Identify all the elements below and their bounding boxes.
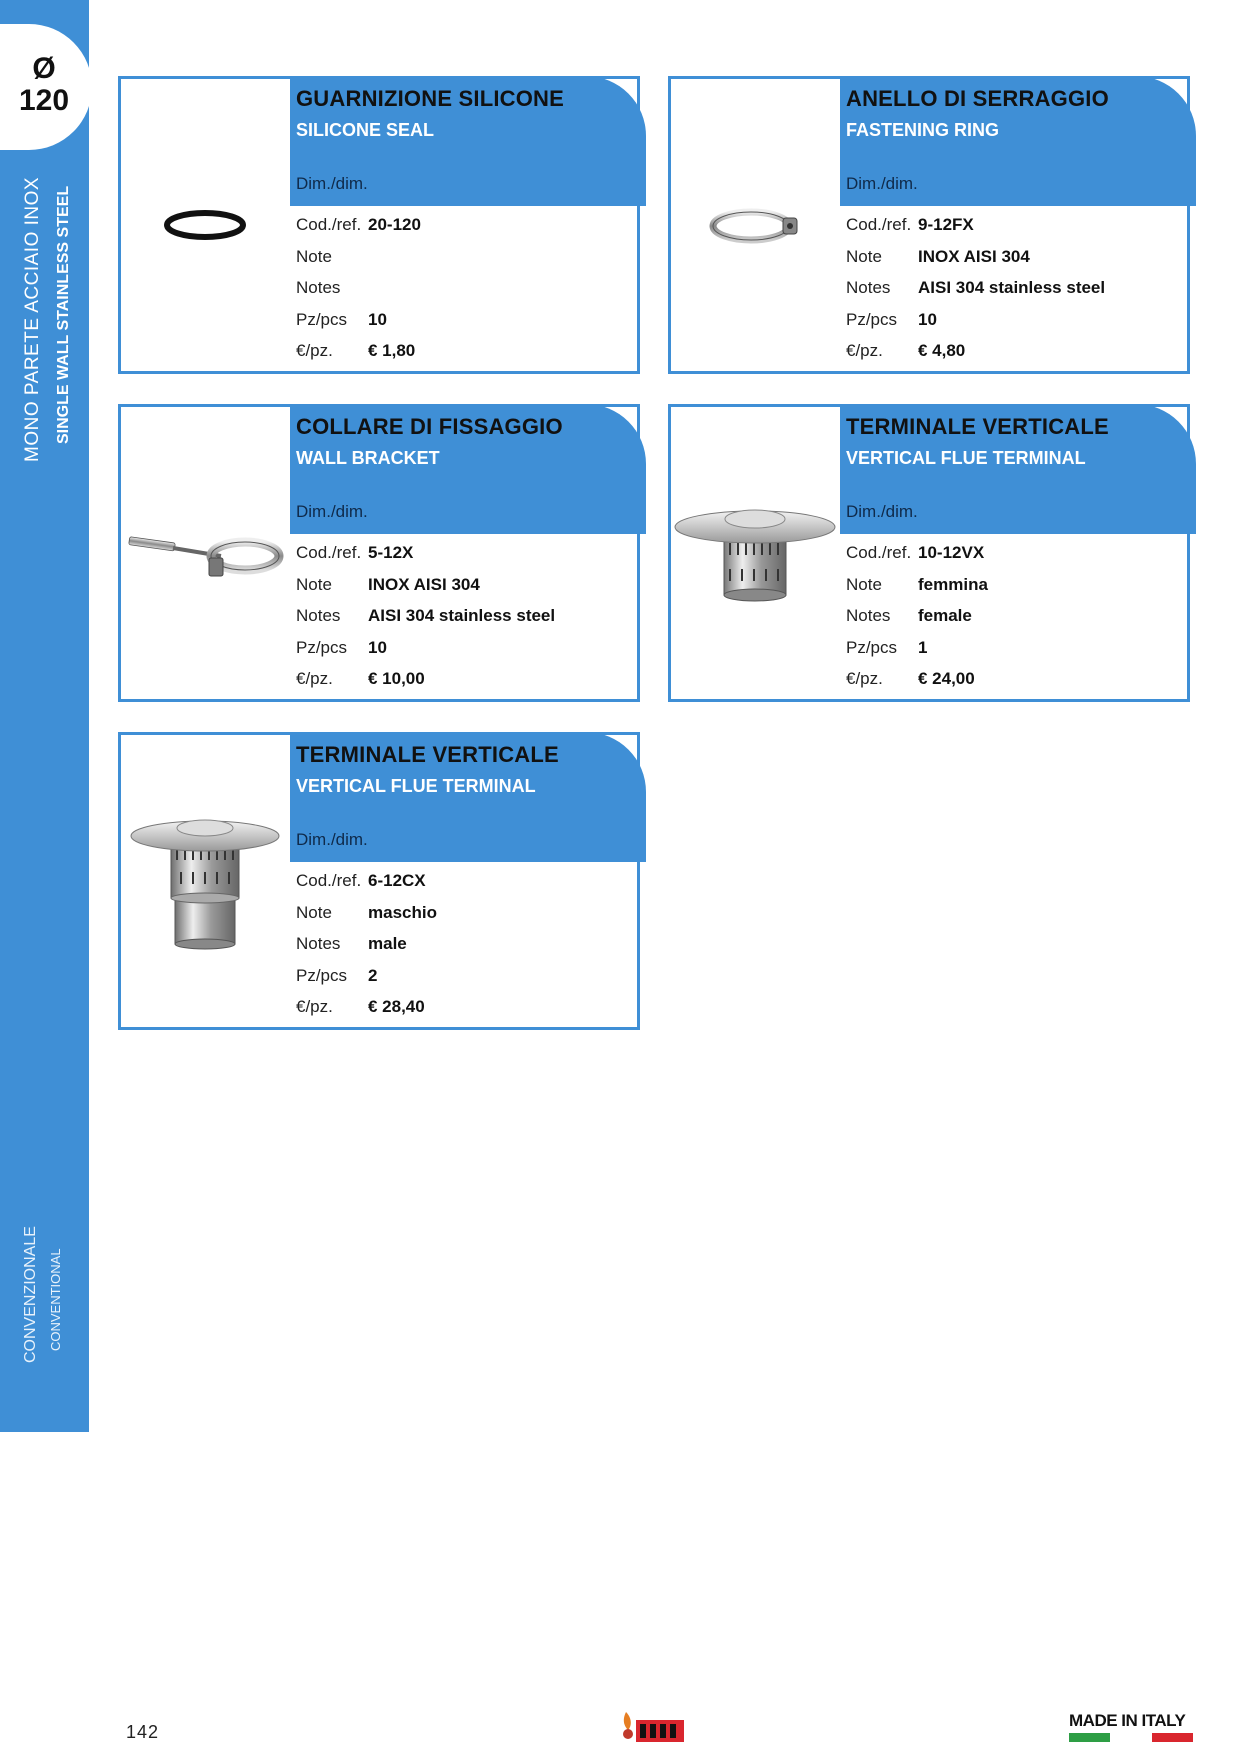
product-header	[290, 76, 646, 206]
note-label: Note	[296, 902, 332, 922]
pcs-value: 1	[918, 637, 928, 657]
product-image	[121, 735, 289, 1027]
product-header	[290, 732, 646, 862]
diameter-symbol: Ø	[32, 52, 56, 85]
product-card	[118, 404, 640, 702]
wall-bracket-icon	[123, 518, 287, 588]
notes-label: Notes	[846, 606, 891, 625]
pcs-value: 10	[918, 309, 937, 329]
silicone-seal-icon	[160, 205, 250, 245]
note-label: Note	[846, 574, 882, 594]
notes-value: male	[368, 934, 407, 953]
page-number: 142	[126, 1722, 160, 1742]
dim-label: Dim./dim.	[296, 174, 368, 193]
price-label: €/pz.	[296, 341, 333, 360]
note-label: Note	[296, 246, 332, 266]
price-value: € 24,00	[918, 669, 975, 688]
price-value: € 28,40	[368, 997, 425, 1016]
product-title: ANELLO DI SERRAGGIO	[846, 86, 1109, 111]
product-subtitle: VERTICAL FLUE TERMINAL	[846, 448, 1086, 468]
code-value: 10-12VX	[918, 543, 985, 562]
code-value: 20-120	[368, 215, 421, 234]
pcs-label: Pz/pcs	[296, 965, 348, 985]
notes-label: Notes	[296, 606, 341, 625]
dim-label: Dim./dim.	[846, 174, 918, 193]
note-value: maschio	[368, 902, 437, 922]
price-value: € 10,00	[368, 669, 425, 688]
product-card	[118, 732, 640, 1030]
product-title: COLLARE DI FISSAGGIO	[296, 414, 563, 439]
note-value: INOX AISI 304	[918, 246, 1030, 266]
price-value: € 1,80	[368, 341, 416, 360]
code-label: Cod./ref.	[846, 543, 912, 562]
price-label: €/pz.	[296, 997, 333, 1016]
product-card	[668, 404, 1190, 702]
note-label: Note	[296, 574, 332, 594]
note-label: Note	[846, 246, 882, 266]
pcs-label: Pz/pcs	[296, 309, 348, 329]
note-value: INOX AISI 304	[368, 574, 480, 594]
code-label: Cod./ref.	[846, 215, 912, 234]
italian-flag-icon	[1069, 1733, 1193, 1742]
price-label: €/pz.	[846, 669, 883, 688]
pcs-label: Pz/pcs	[296, 637, 348, 657]
product-image	[671, 79, 839, 371]
code-label: Cod./ref.	[296, 871, 362, 890]
notes-value: AISI 304 stainless steel	[918, 278, 1106, 297]
pcs-value: 10	[368, 309, 387, 329]
code-label: Cod./ref.	[296, 215, 362, 234]
product-card	[118, 76, 640, 374]
category-it: CONVENZIONALE	[22, 1226, 39, 1363]
dim-label: Dim./dim.	[296, 830, 368, 849]
notes-label: Notes	[296, 278, 341, 297]
product-subtitle: SILICONE SEAL	[296, 120, 435, 140]
pcs-value: 2	[368, 965, 378, 985]
price-value: € 4,80	[918, 341, 966, 360]
category-en: CONVENTIONAL	[48, 1248, 63, 1351]
product-title: TERMINALE VERTICALE	[846, 414, 1109, 439]
product-header	[840, 404, 1196, 534]
note-value: femmina	[918, 574, 988, 594]
flue-terminal-male-icon	[125, 806, 285, 956]
product-title: TERMINALE VERTICALE	[296, 742, 559, 767]
notes-value: AISI 304 stainless steel	[368, 606, 556, 625]
code-value: 5-12X	[368, 543, 414, 562]
pcs-label: Pz/pcs	[846, 637, 898, 657]
product-header	[840, 76, 1196, 206]
pcs-label: Pz/pcs	[846, 309, 898, 329]
product-card	[668, 76, 1190, 374]
price-label: €/pz.	[296, 669, 333, 688]
section-title-en: SINGLE WALL STAINLESS STEEL	[55, 185, 72, 444]
notes-label: Notes	[846, 278, 891, 297]
brand-logo-icon	[618, 1708, 686, 1744]
product-image	[121, 407, 289, 699]
product-image	[121, 79, 289, 371]
diameter-value: 120	[18, 84, 70, 117]
dim-label: Dim./dim.	[296, 502, 368, 521]
product-header	[290, 404, 646, 534]
product-title: GUARNIZIONE SILICONE	[296, 86, 565, 111]
code-label: Cod./ref.	[296, 543, 362, 562]
price-label: €/pz.	[846, 341, 883, 360]
diameter-badge	[0, 24, 92, 150]
product-subtitle: VERTICAL FLUE TERMINAL	[296, 776, 536, 796]
sidebar	[0, 0, 89, 1432]
code-value: 9-12FX	[918, 215, 974, 234]
made-in-italy-label: MADE IN ITALY	[1069, 1711, 1186, 1730]
made-in-italy-mark	[1069, 1711, 1193, 1742]
notes-label: Notes	[296, 934, 341, 953]
product-image	[671, 407, 839, 699]
code-value: 6-12CX	[368, 871, 426, 890]
product-subtitle: FASTENING RING	[846, 120, 1000, 140]
notes-value: female	[918, 606, 972, 625]
section-title-it: MONO PARETE ACCIAIO INOX	[22, 176, 43, 462]
flue-terminal-female-icon	[672, 493, 838, 613]
product-subtitle: WALL BRACKET	[296, 448, 440, 468]
fastening-ring-icon	[705, 200, 805, 250]
dim-label: Dim./dim.	[846, 502, 918, 521]
pcs-value: 10	[368, 637, 387, 657]
